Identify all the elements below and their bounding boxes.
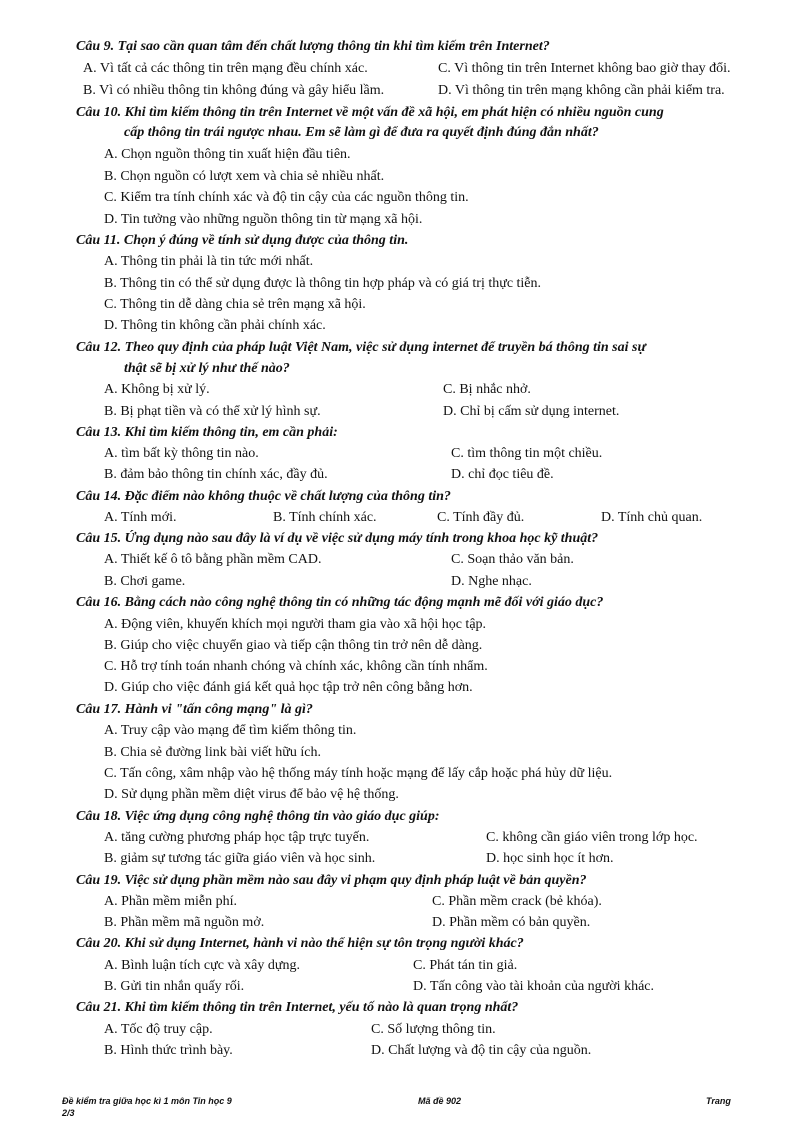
question-20-option-a: A. Bình luận tích cực và xây dựng. — [104, 958, 300, 973]
question-17-title: Câu 17. Hành vi "tấn công mạng" là gì? — [76, 702, 313, 717]
question-13-option-b: B. đảm bảo thông tin chính xác, đầy đủ. — [104, 467, 328, 482]
question-18-option-d: D. học sinh học ít hơn. — [486, 851, 614, 866]
question-14-title: Câu 14. Đặc điểm nào không thuộc về chất lượng của thông tin? — [76, 489, 451, 504]
question-9-option-c: C. Vì thông tin trên Internet không bao giờ thay đổi. — [438, 61, 731, 76]
question-9-option-d: D. Vì thông tin trên mạng không cần phải kiểm tra. — [438, 83, 725, 98]
question-10-option-a: A. Chọn nguồn thông tin xuất hiện đầu tiên. — [104, 147, 351, 162]
question-14-option-d: D. Tính chủ quan. — [601, 510, 703, 525]
question-21-option-c: C. Số lượng thông tin. — [371, 1022, 496, 1037]
question-19-title: Câu 19. Việc sử dụng phần mềm nào sau đây vi phạm quy định pháp luật về bản quyền? — [76, 873, 587, 888]
question-9-title: Câu 9. Tại sao cần quan tâm đến chất lượng thông tin khi tìm kiếm trên Internet? — [76, 39, 550, 54]
question-19-option-b: B. Phần mềm mã nguồn mở. — [104, 915, 265, 930]
question-13-option-d: D. chỉ đọc tiêu đề. — [451, 467, 554, 482]
question-20-option-c: C. Phát tán tin giả. — [413, 958, 518, 973]
footer-exam-code: Mã đề 902 — [418, 1096, 462, 1106]
question-15-option-c: C. Soạn thảo văn bản. — [451, 552, 574, 567]
question-17-option-d: D. Sử dụng phần mềm diệt virus để bảo vệ hệ thống. — [104, 787, 399, 802]
question-10-option-d: D. Tin tưởng vào những nguồn thông tin từ mạng xã hội. — [104, 212, 423, 227]
question-17-option-b: B. Chia sẻ đường link bài viết hữu ích. — [104, 745, 321, 760]
question-18-option-c: C. không cần giáo viên trong lớp học. — [486, 830, 698, 845]
question-10-title: Câu 10. Khi tìm kiếm thông tin trên Internet về một vấn đề xã hội, em phát hiện có nhiều nguồn cung — [76, 105, 664, 120]
footer-page-label: Trang — [706, 1096, 731, 1106]
question-13-title: Câu 13. Khi tìm kiếm thông tin, em cần phải: — [76, 425, 338, 440]
question-12-option-a: A. Không bị xử lý. — [104, 382, 210, 397]
question-16-option-b: B. Giúp cho việc chuyển giao và tiếp cận thông tin trở nên dễ dàng. — [104, 638, 483, 653]
question-12-option-c: C. Bị nhắc nhở. — [443, 382, 531, 397]
question-16-option-d: D. Giúp cho việc đánh giá kết quả học tập trở nên công bằng hơn. — [104, 680, 473, 695]
question-18-option-a: A. tăng cường phương pháp học tập trực tuyến. — [104, 830, 370, 845]
question-18-title: Câu 18. Việc ứng dụng công nghệ thông tin vào giáo dục giúp: — [76, 809, 440, 824]
question-20-title: Câu 20. Khi sử dụng Internet, hành vi nào thể hiện sự tôn trọng người khác? — [76, 936, 524, 951]
question-15-option-a: A. Thiết kế ô tô bằng phần mềm CAD. — [104, 552, 322, 567]
question-11-title: Câu 11. Chọn ý đúng về tính sử dụng được của thông tin. — [76, 233, 409, 248]
question-19-option-a: A. Phần mềm miễn phí. — [104, 894, 237, 909]
footer-page-number: 2/3 — [62, 1108, 75, 1118]
question-15-option-d: D. Nghe nhạc. — [451, 574, 532, 589]
question-20-option-b: B. Gửi tin nhắn quấy rối. — [104, 979, 245, 994]
question-16-title: Câu 16. Bằng cách nào công nghệ thông tin có những tác động mạnh mẽ đối với giáo dục? — [76, 595, 604, 610]
question-21-option-d: D. Chất lượng và độ tin cậy của nguồn. — [371, 1043, 592, 1058]
question-11-option-d: D. Thông tin không cần phải chính xác. — [104, 318, 326, 333]
question-13-option-c: C. tìm thông tin một chiều. — [451, 446, 603, 461]
question-15-option-b: B. Chơi game. — [104, 574, 186, 589]
question-21-title: Câu 21. Khi tìm kiếm thông tin trên Internet, yếu tố nào là quan trọng nhất? — [76, 1000, 519, 1015]
question-17-option-a: A. Truy cập vào mạng để tìm kiếm thông tin. — [104, 723, 357, 738]
question-21-option-a: A. Tốc độ truy cập. — [104, 1022, 213, 1037]
question-10-option-c: C. Kiểm tra tính chính xác và độ tin cậy của các nguồn thông tin. — [104, 190, 469, 205]
question-13-option-a: A. tìm bất kỳ thông tin nào. — [104, 446, 259, 461]
question-16-option-c: C. Hỗ trợ tính toán nhanh chóng và chính xác, không cần tính nhẩm. — [104, 659, 488, 674]
question-11-option-b: B. Thông tin có thể sử dụng được là thông tin hợp pháp và có giá trị thực tiễn. — [104, 276, 542, 291]
question-14-option-a: A. Tính mới. — [104, 510, 177, 525]
question-12-title: Câu 12. Theo quy định của pháp luật Việt Nam, việc sử dụng internet để truyền bá thông tin sai sự — [76, 340, 646, 355]
question-9-option-a: A. Vì tất cả các thông tin trên mạng đều chính xác. — [83, 61, 368, 76]
question-12-option-b: B. Bị phạt tiền và có thể xử lý hình sự. — [104, 404, 321, 419]
question-15-title: Câu 15. Ứng dụng nào sau đây là ví dụ về việc sử dụng máy tính trong khoa học kỹ thuật? — [76, 531, 599, 546]
question-14-option-c: C. Tính đầy đủ. — [437, 510, 525, 525]
question-19-option-c: C. Phần mềm crack (bẻ khóa). — [432, 894, 602, 909]
question-12-title-cont: thật sẽ bị xử lý như thế nào? — [124, 361, 290, 376]
question-20-option-d: D. Tấn công vào tài khoản của người khác. — [413, 979, 654, 994]
question-21-option-b: B. Hình thức trình bày. — [104, 1043, 233, 1058]
question-11-option-c: C. Thông tin dễ dàng chia sẻ trên mạng xã hội. — [104, 297, 366, 312]
question-10-title-cont: cấp thông tin trái ngược nhau. Em sẽ làm gì để đưa ra quyết định đúng đắn nhất? — [124, 125, 599, 140]
question-12-option-d: D. Chỉ bị cấm sử dụng internet. — [443, 404, 620, 419]
question-14-option-b: B. Tính chính xác. — [273, 510, 377, 525]
question-16-option-a: A. Động viên, khuyến khích mọi người tham gia vào xã hội học tập. — [104, 617, 487, 632]
question-19-option-d: D. Phần mềm có bản quyền. — [432, 915, 591, 930]
question-11-option-a: A. Thông tin phải là tin tức mới nhất. — [104, 254, 314, 269]
question-9-option-b: B. Vì có nhiều thông tin không đúng và gây hiểu lầm. — [83, 83, 385, 98]
question-10-option-b: B. Chọn nguồn có lượt xem và chia sẻ nhiều nhất. — [104, 169, 385, 184]
question-18-option-b: B. giảm sự tương tác giữa giáo viên và học sinh. — [104, 851, 376, 866]
footer-exam-title: Đề kiểm tra giữa học kì 1 môn Tin học 9 — [62, 1096, 232, 1106]
question-17-option-c: C. Tấn công, xâm nhập vào hệ thống máy tính hoặc mạng để lấy cắp hoặc phá hủy dữ liệu. — [104, 766, 613, 781]
